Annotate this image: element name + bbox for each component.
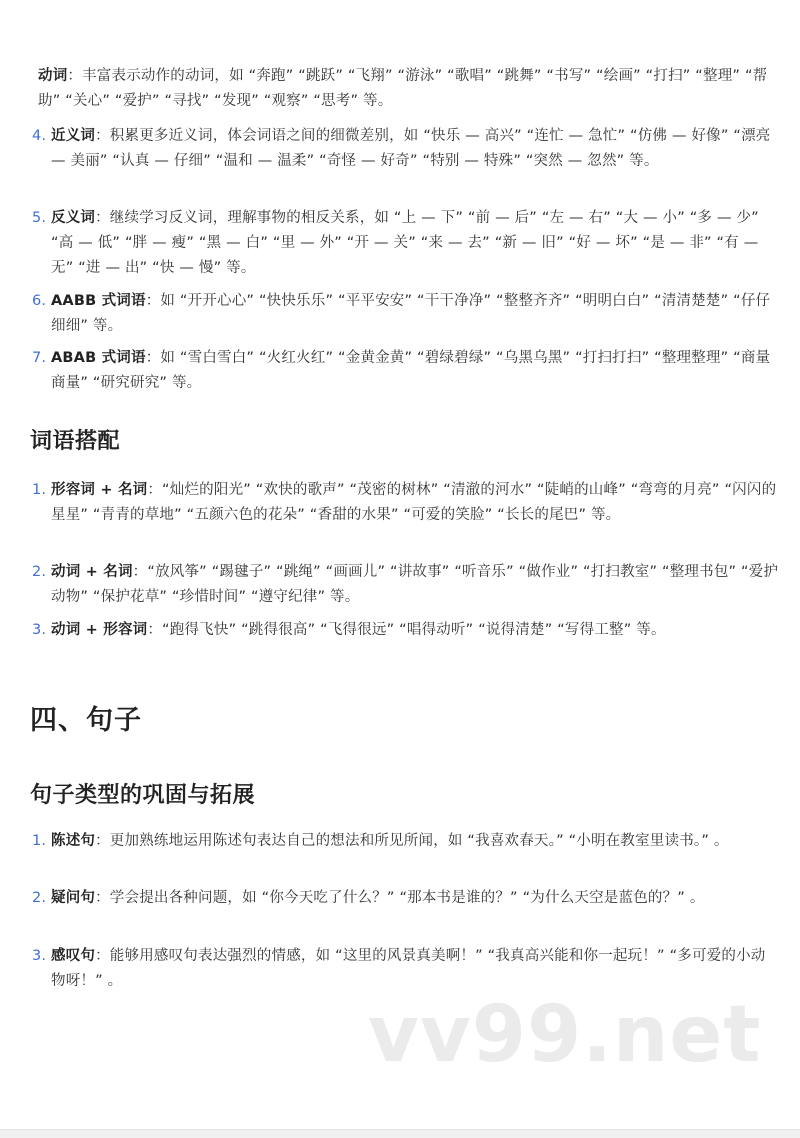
item-text: ：能够用感叹句表达强烈的情感，如 “这里的风景真美啊！” “我真高兴能和你一起玩！” “多可爱的小动物呀！” 。 [51, 948, 766, 989]
list-item-aabb [32, 289, 780, 339]
term-label: 动词 + 形容词 [51, 622, 148, 638]
list-item-declarative [32, 829, 780, 854]
item-text: ：“灿烂的阳光” “欢快的歌声” “茂密的树林” “清澈的河水” “陡峭的山峰” “弯弯的月亮” “闪闪的星星” “青青的草地” “五颜六色的花朵” “香甜的水果” “可爱的笑脸” “长长的尾巴” 等。 [51, 482, 777, 523]
item-text: ：“跑得飞快” “跳得很高” “飞得很远” “唱得动听” “说得清楚” “写得工整” 等。 [147, 622, 666, 638]
list-item-interrogative [32, 886, 780, 911]
item-text: ：如 “雪白雪白” “火红火红” “金黄金黄” “碧绿碧绿” “乌黑乌黑” “打扫打扫” “整理整理” “商量商量” “研究研究” 等。 [51, 350, 771, 391]
term-label: 动词 + 名词 [51, 564, 133, 580]
section-heading-sentences: 四、句子 [30, 705, 142, 736]
term-label: 近义词 [51, 128, 96, 144]
section-heading-collocation: 词语搭配 [30, 429, 121, 454]
list-number: 1. [32, 482, 47, 498]
item-text: ：积累更多近义词，体会词语之间的细微差别，如 “快乐 — 高兴” “连忙 — 急忙” “仿佛 — 好像” “漂亮 — 美丽” “认真 — 仔细” “温和 — 温柔” “奇怪 — 好奇” “特别 — 特殊” “突然 — 忽然” 等。 [51, 128, 771, 169]
list-number: 2. [32, 564, 47, 580]
list-item-exclamatory [32, 944, 780, 994]
item-text: ：如 “开开心心” “快快乐乐” “平平安安” “干干净净” “整整齐齐” “明明白白” “清清楚楚” “仔仔细细” 等。 [51, 293, 771, 334]
term-label: 形容词 + 名词 [51, 482, 148, 498]
list-item-verb-noun [32, 560, 780, 610]
item-text: ：继续学习反义词，理解事物的相反关系，如 “上 — 下” “前 — 后” “左 — 右” “大 — 小” “多 — 少” “高 — 低” “胖 — 瘦” “黑 — 白” “里 — 外” “开 — 关” “来 — 去” “新 — 旧” “好 — 坏” “是 — 非” “有 — 无” “进 — 出” “快 — 慢” 等。 [51, 210, 759, 276]
term-label: 动词 [38, 68, 68, 84]
item-text: ：“放风筝” “踢毽子” “跳绳” “画画儿” “讲故事” “听音乐” “做作业” “打扫教室” “整理书包” “爱护动物” “保护花草” “珍惜时间” “遵守纪律” 等。 [51, 564, 779, 605]
list-number: 2. [32, 890, 47, 906]
section-heading-sentence-types: 句子类型的巩固与拓展 [30, 783, 256, 808]
list-number: 5. [32, 210, 47, 226]
list-number: 7. [32, 350, 47, 366]
list-number: 3. [32, 948, 47, 964]
item-text: ：更加熟练地运用陈述句表达自己的想法和所见所闻，如 “我喜欢春天。” “小明在教室里读书。” 。 [95, 833, 729, 849]
term-label: 陈述句 [51, 833, 96, 849]
list-number: 1. [32, 833, 47, 849]
list-number: 4. [32, 128, 47, 144]
list-number: 3. [32, 622, 47, 638]
item-text: ：学会提出各种问题，如 “你今天吃了什么？” “那本书是谁的？” “为什么天空是蓝色的？” 。 [95, 890, 705, 906]
list-item-antonyms [32, 206, 780, 281]
list-item-verbs [32, 64, 780, 114]
term-label: 反义词 [51, 210, 96, 226]
term-label: ABAB 式词语 [51, 350, 146, 366]
term-label: AABB 式词语 [51, 293, 146, 309]
list-number: 6. [32, 293, 47, 309]
term-label: 疑问句 [51, 890, 96, 906]
list-item-abab [32, 346, 780, 396]
list-item-synonyms [32, 124, 780, 174]
item-text: ：丰富表示动作的动词，如 “奔跑” “跳跃” “飞翔” “游泳” “歌唱” “跳舞” “书写” “绘画” “打扫” “整理” “帮助” “关心” “爱护” “寻找” “发现” “观察” “思考” 等。 [38, 68, 768, 109]
term-label: 感叹句 [51, 948, 96, 964]
list-item-verb-adj [32, 618, 780, 643]
list-item-adj-noun [32, 478, 780, 528]
watermark: vv99.net [368, 990, 762, 1080]
